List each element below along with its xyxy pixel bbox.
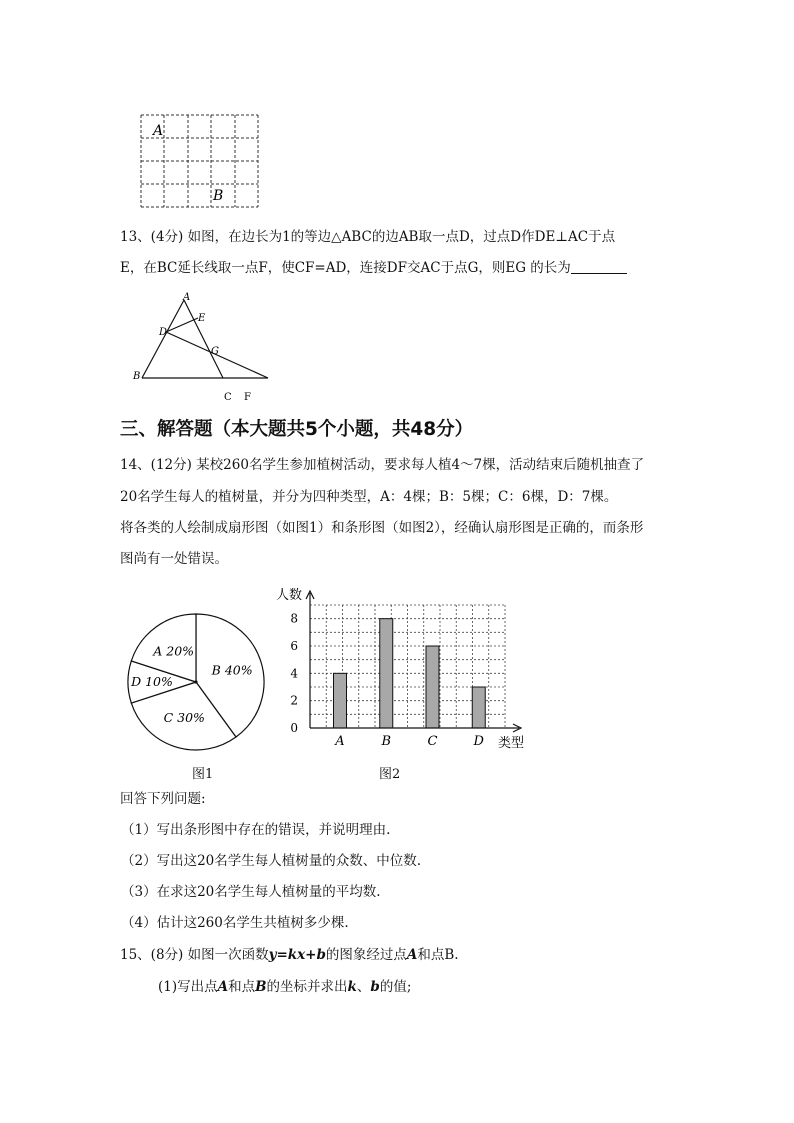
q15-line2-point-b: B	[255, 979, 267, 995]
triangle-label-a: A	[183, 292, 191, 303]
q15-line2	[158, 977, 411, 997]
bar-c	[426, 646, 439, 728]
q15-line2-c: 的坐标并求出	[266, 979, 348, 995]
q15-line2-a: (1)写出点	[158, 979, 218, 995]
grid-point-a: A	[153, 123, 164, 139]
grid-point-b: B	[213, 188, 224, 204]
answer-blank[interactable]	[571, 259, 627, 274]
q14-sub3: （3）在求这20名学生每人植树量的平均数.	[121, 884, 381, 900]
q15-line1	[120, 945, 459, 965]
q15-point-a: A	[406, 947, 418, 963]
bar-xlabel: 类型	[498, 736, 525, 751]
bar-a	[334, 673, 347, 728]
bar-b	[380, 619, 393, 728]
bar-chart	[272, 585, 534, 755]
q15-sep: 、	[356, 979, 371, 995]
bar-ytick-label: 0	[290, 721, 298, 735]
bar-ylabel: 人数	[276, 588, 303, 603]
triangle-label-b: B	[133, 371, 141, 382]
bar-ytick-label: 4	[290, 666, 298, 681]
pie-label-a: A 20%	[153, 643, 195, 659]
q14-sub4: （4）估计这260名学生共植树多少棵.	[121, 915, 349, 931]
bar-category-label: A	[335, 734, 345, 749]
q13-line2-text: E，在BC延长线取一点F，使CF=AD，连接DF交AC于点G，则EG 的长为	[120, 260, 571, 276]
bar-category-label: C	[427, 734, 438, 749]
bar-category-label: B	[381, 734, 392, 749]
section-title: 三、解答题（本大题共5个小题，共48分）	[120, 419, 474, 440]
bar-ytick-label: 6	[290, 639, 298, 653]
q13-line1: 13、(4分) 如图，在边长为1的等边△ABC的边AB取一点D，过点D作DE⊥AC于点	[120, 229, 616, 245]
q13-line2	[120, 258, 627, 278]
bar-category-label: D	[473, 734, 484, 749]
triangle-label-f: F	[244, 392, 251, 403]
triangle-label-d: D	[159, 327, 168, 338]
triangle-label-c: C	[224, 392, 232, 403]
q15-line1-b: 的图象经过点	[325, 947, 407, 963]
triangle-label-e: E	[198, 313, 206, 324]
bar-d	[472, 687, 485, 728]
pie-label-c: C 30%	[163, 710, 205, 726]
q15-line1-a: 15、(8分) 如图一次函数	[120, 947, 269, 963]
bar-ytick-label: 2	[290, 693, 298, 708]
fig2-caption: 图2	[379, 767, 401, 782]
q14-line4: 图尚有一处错误。	[120, 551, 228, 567]
answer-prompt: 回答下列问题:	[120, 791, 206, 807]
pie-center	[194, 680, 197, 683]
pie-label-b: B 40%	[211, 662, 253, 678]
pie-label-d: D 10%	[131, 674, 173, 689]
q15-line2-and: 和点	[228, 979, 256, 995]
q14-sub1: （1）写出条形图中存在的错误，并说明理由.	[121, 822, 391, 838]
grid-figure	[138, 112, 262, 212]
q14-line2: 20名学生每人的植树量，并分为四种类型，A：4棵；B：5棵；C：6棵，D：7棵。	[120, 489, 618, 505]
q14-line1: 14、(12分) 某校260名学生参加植树活动，要求每人植4～7棵，活动结束后随机抽查了	[120, 457, 645, 473]
pie-chart	[124, 610, 268, 754]
q14-sub2: （2）写出这20名学生每人植树量的众数、中位数.	[121, 853, 422, 869]
q15-function: y=kx+b	[268, 947, 326, 963]
q15-line1-c: 和点B.	[417, 947, 459, 963]
q15-k: k	[347, 979, 357, 995]
q15-line2-d: 的值;	[379, 979, 412, 995]
q14-line3: 将各类的人绘制成扇形图（如图1）和条形图（如图2），经确认扇形图是正确的，而条形	[120, 520, 644, 536]
triangle-figure	[128, 290, 278, 410]
triangle-label-g: G	[211, 346, 219, 357]
q15-b: b	[370, 979, 380, 995]
fig1-caption: 图1	[192, 767, 214, 782]
bar-ytick-label: 8	[290, 611, 298, 626]
q15-line2-point-a: A	[217, 979, 229, 995]
